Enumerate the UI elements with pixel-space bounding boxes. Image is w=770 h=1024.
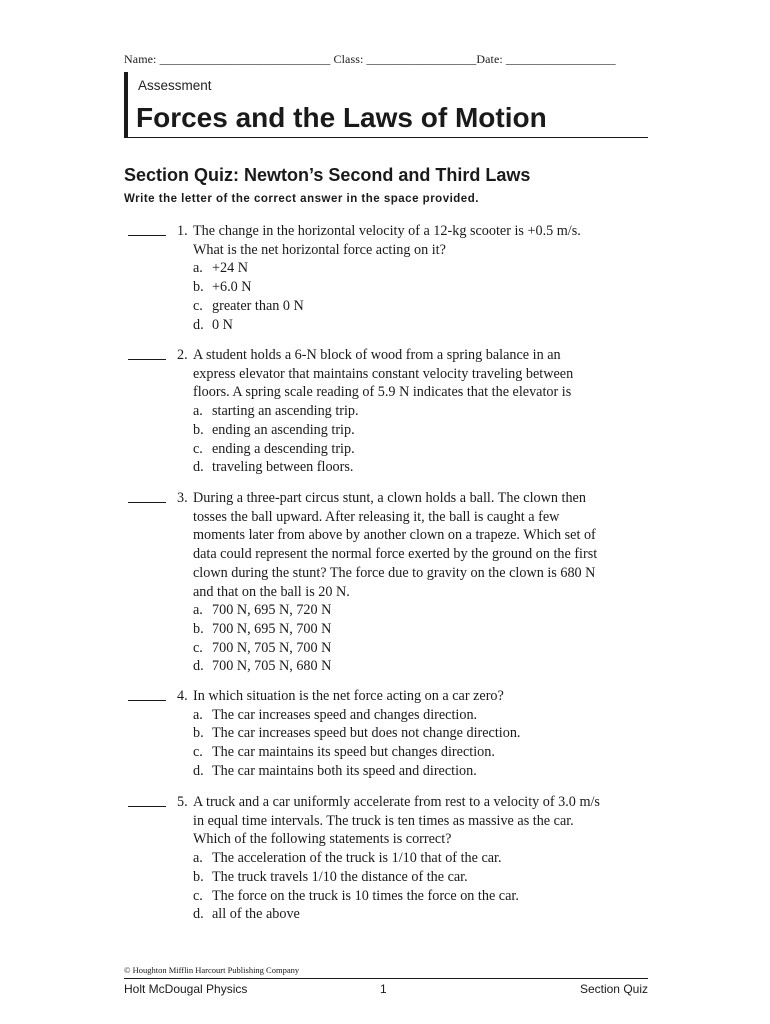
option-c: c. ending a descending trip.	[193, 440, 355, 457]
question-line: floors. A spring scale reading of 5.9 N indicates that the elevator is	[193, 384, 572, 401]
header-rule	[124, 137, 648, 138]
question-line: in equal time intervals. The truck is ten times as massive as the car.	[193, 812, 574, 829]
section-title: Section Quiz: Newton’s Second and Third Laws	[124, 165, 531, 185]
option-d: d. traveling between floors.	[193, 459, 354, 476]
option-d: d. all of the above	[193, 906, 300, 923]
assessment-label: Assessment	[138, 78, 212, 93]
answer-blank[interactable]	[128, 793, 168, 813]
page-number: 1	[380, 982, 387, 996]
option-b: b. ending an ascending trip.	[193, 421, 355, 438]
question-line: data could represent the normal force exerted by the ground on the first	[193, 546, 598, 563]
option-d: d. The car maintains both its speed and direction.	[193, 762, 477, 779]
question-line: The change in the horizontal velocity of a 12-kg scooter is +0.5 m/s.	[193, 223, 581, 239]
page-title: Forces and the Laws of Motion	[136, 102, 547, 133]
question-number: 3.	[177, 490, 188, 506]
footer-section-label: Section Quiz	[579, 982, 648, 996]
question-line: A truck and a car uniformly accelerate from rest to a velocity of 3.0 m/s	[193, 794, 600, 810]
option-b: b. 700 N, 695 N, 700 N	[193, 620, 332, 637]
name-class-date-line: Name: ____________________________ Class: __________________Date: __________________	[124, 52, 616, 66]
option-b: b. The car increases speed but does not change direction.	[193, 725, 521, 742]
answer-blank[interactable]	[128, 346, 168, 366]
option-c: c. greater than 0 N	[193, 297, 304, 314]
copyright: © Houghton Mifflin Harcourt Publishing Company	[124, 965, 300, 975]
option-c: c. The force on the truck is 10 times the force on the car.	[193, 887, 519, 904]
option-a: a. 700 N, 695 N, 720 N	[193, 602, 332, 619]
answer-blank[interactable]	[128, 489, 168, 509]
question-line: A student holds a 6-N block of wood from a spring balance in an	[193, 347, 561, 363]
option-b: b. The truck travels 1/10 the distance of the car.	[193, 868, 468, 885]
instructions: Write the letter of the correct answer in the space provided.	[124, 193, 479, 205]
question-line: and that on the ball is 20 N.	[193, 583, 350, 600]
answer-blank[interactable]	[128, 222, 168, 242]
question-number: 2.	[177, 347, 188, 363]
option-a: a. +24 N	[193, 260, 248, 277]
option-a: a. The acceleration of the truck is 1/10 that of the car.	[193, 850, 502, 867]
option-c: c. 700 N, 705 N, 700 N	[193, 639, 332, 656]
footer-book-title: Holt McDougal Physics	[124, 982, 248, 996]
question-line: Which of the following statements is correct?	[193, 831, 452, 848]
footer-rule	[124, 978, 648, 979]
question-number: 4.	[177, 688, 188, 704]
question-line: moments later from above by another clown on a trapeze. Which set of	[193, 527, 596, 544]
option-a: a. starting an ascending trip.	[193, 403, 359, 420]
option-b: b. +6.0 N	[193, 279, 252, 296]
option-a: a. The car increases speed and changes direction.	[193, 706, 478, 723]
question-line: What is the net horizontal force acting on it?	[193, 241, 446, 258]
option-d: d. 0 N	[193, 316, 233, 333]
question-number: 1.	[177, 223, 188, 239]
header-block	[124, 72, 652, 138]
option-c: c. The car maintains its speed but changes direction.	[193, 744, 495, 761]
question-line: During a three-part circus stunt, a clown holds a ball. The clown then	[193, 490, 586, 506]
answer-blank[interactable]	[128, 687, 168, 707]
question-number: 5.	[177, 794, 188, 810]
question-line: clown during the stunt? The force due to gravity on the clown is 680 N	[193, 564, 596, 581]
option-d: d. 700 N, 705 N, 680 N	[193, 658, 332, 675]
question-line: express elevator that maintains constant velocity traveling between	[193, 365, 574, 382]
question-line: tosses the ball upward. After releasing it, the ball is caught a few	[193, 508, 560, 525]
question-line: In which situation is the net force acting on a car zero?	[193, 688, 504, 704]
